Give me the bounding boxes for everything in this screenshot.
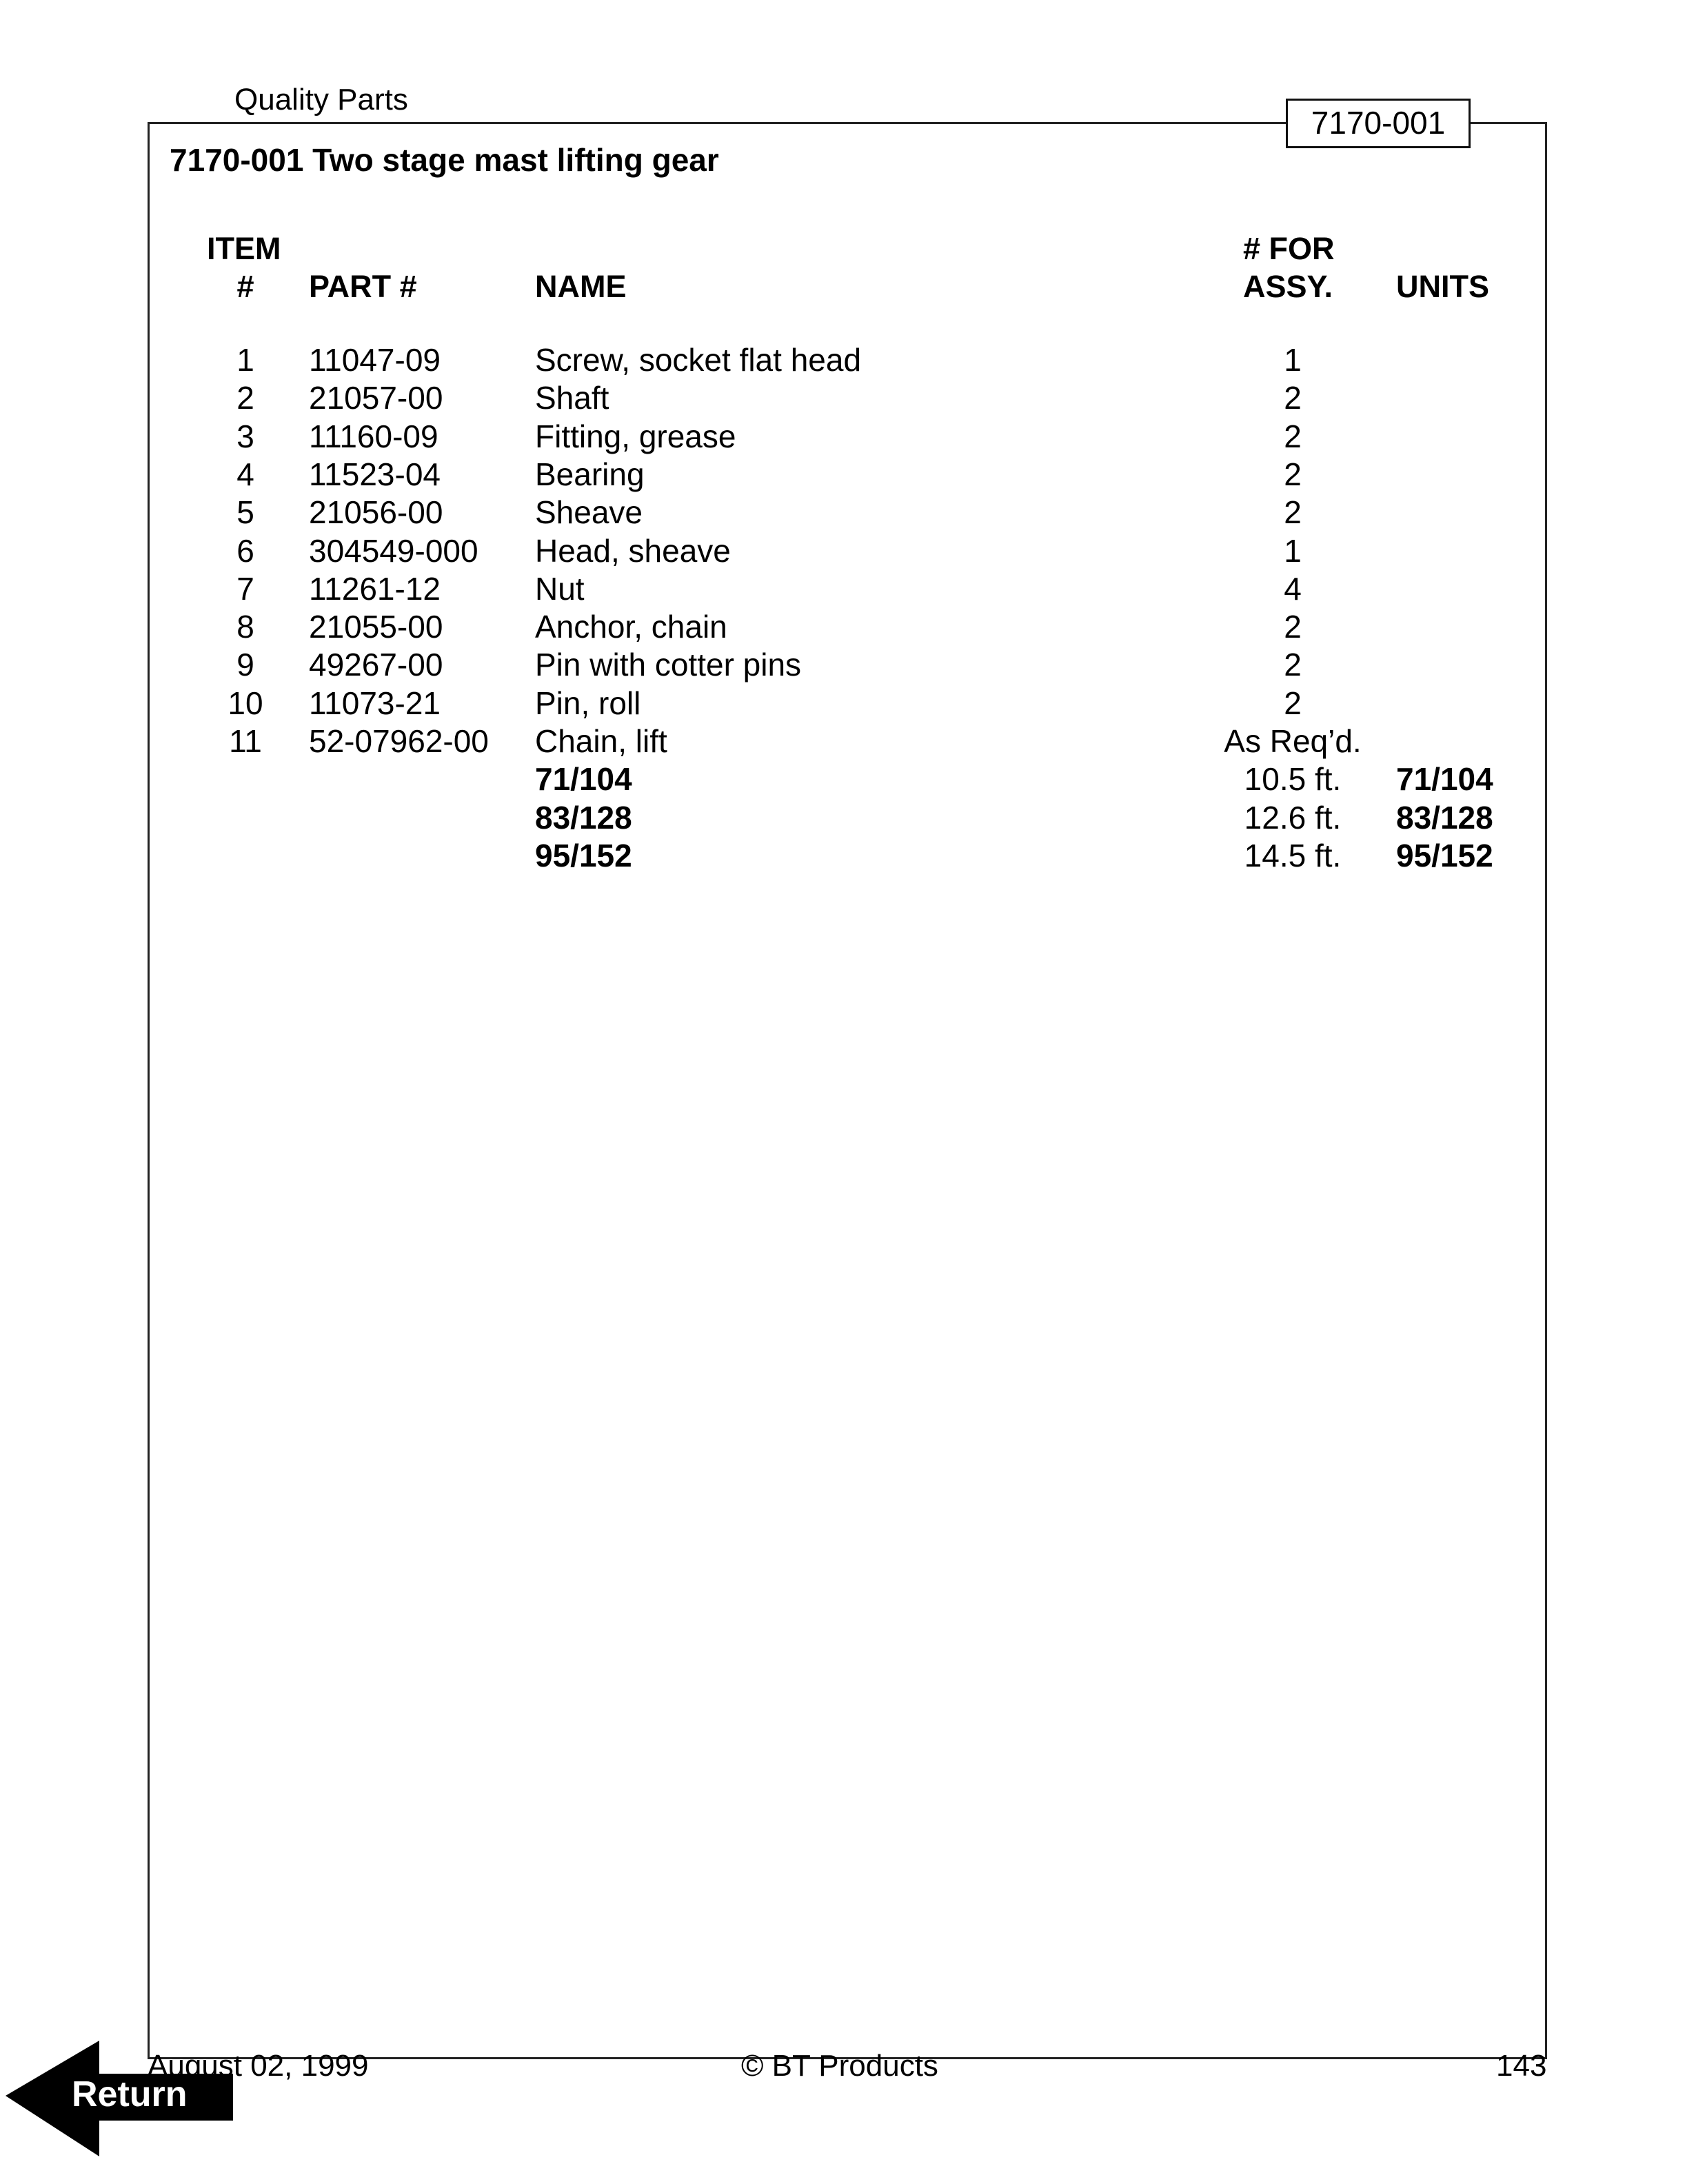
item-number: 7	[236, 570, 254, 607]
chain-variant: 95/152	[535, 837, 632, 873]
page-code-badge: 7170-001	[1286, 99, 1471, 148]
part-number: 49267-00	[309, 647, 443, 683]
return-button[interactable]	[6, 2041, 240, 2156]
part-number: 11160-09	[309, 418, 438, 454]
chain-units: 83/128	[1396, 799, 1493, 836]
chain-length: 12.6 ft.	[1244, 799, 1342, 836]
footer-page-number: 143	[1496, 2049, 1547, 2083]
footer-date: August 02, 1999	[148, 2049, 369, 2083]
chain-length: 14.5 ft.	[1244, 837, 1342, 873]
chain-units: 71/104	[1396, 761, 1493, 798]
chain-variant: 83/128	[535, 799, 632, 836]
chain-units: 95/152	[1396, 837, 1493, 873]
item-number: 5	[236, 494, 254, 531]
quantity: 2	[1284, 647, 1302, 683]
item-number: 4	[236, 456, 254, 492]
chain-variant: 71/104	[535, 761, 632, 798]
item-number: 1	[236, 342, 254, 378]
footer-copyright: © BT Products	[741, 2049, 938, 2083]
chain-length: 10.5 ft.	[1244, 761, 1342, 798]
quantity: 2	[1284, 609, 1302, 645]
quantity: 2	[1284, 380, 1302, 416]
col-qty-label-2: ASSY.	[1243, 269, 1333, 304]
part-number: 21057-00	[309, 380, 443, 416]
quantity: 2	[1284, 418, 1302, 454]
part-number: 11073-21	[309, 685, 441, 721]
part-name: Bearing	[535, 456, 645, 492]
part-name: Pin, roll	[535, 685, 641, 721]
col-qty-label-1: # FOR	[1243, 231, 1335, 266]
col-units-label: UNITS	[1396, 269, 1489, 304]
part-name: Shaft	[535, 380, 609, 416]
document-title: 7170-001 Two stage mast lifting gear	[170, 142, 719, 178]
part-name: Pin with cotter pins	[535, 647, 802, 683]
col-item-label-2: #	[236, 269, 254, 304]
item-number: 6	[236, 532, 254, 569]
part-number: 52-07962-00	[309, 723, 489, 759]
part-name: Fitting, grease	[535, 418, 736, 454]
col-part-label: PART #	[309, 269, 417, 304]
return-label: Return	[72, 2074, 188, 2114]
col-name-label: NAME	[535, 269, 627, 304]
quantity: As Req’d.	[1224, 723, 1362, 759]
item-number: 3	[236, 418, 254, 454]
part-number: 304549-000	[309, 532, 478, 569]
section-label: Quality Parts	[234, 83, 408, 117]
item-number: 10	[228, 685, 263, 721]
part-number: 11523-04	[309, 456, 441, 492]
part-number: 11047-09	[309, 342, 441, 378]
part-name: Chain, lift	[535, 723, 667, 759]
quantity: 1	[1284, 342, 1302, 378]
item-number: 8	[236, 609, 254, 645]
part-name: Nut	[535, 570, 585, 607]
item-number: 2	[236, 380, 254, 416]
part-number: 21055-00	[309, 609, 443, 645]
quantity: 2	[1284, 685, 1302, 721]
quantity: 2	[1284, 456, 1302, 492]
part-name: Anchor, chain	[535, 609, 727, 645]
quantity: 2	[1284, 494, 1302, 531]
col-item-label-1: ITEM	[207, 231, 281, 266]
item-number: 9	[236, 647, 254, 683]
part-number: 11261-12	[309, 570, 441, 607]
part-name: Sheave	[535, 494, 643, 531]
quantity: 4	[1284, 570, 1302, 607]
item-number: 11	[229, 723, 262, 759]
quantity: 1	[1284, 532, 1302, 569]
part-number: 21056-00	[309, 494, 443, 531]
part-name: Head, sheave	[535, 532, 731, 569]
part-name: Screw, socket flat head	[535, 342, 862, 378]
